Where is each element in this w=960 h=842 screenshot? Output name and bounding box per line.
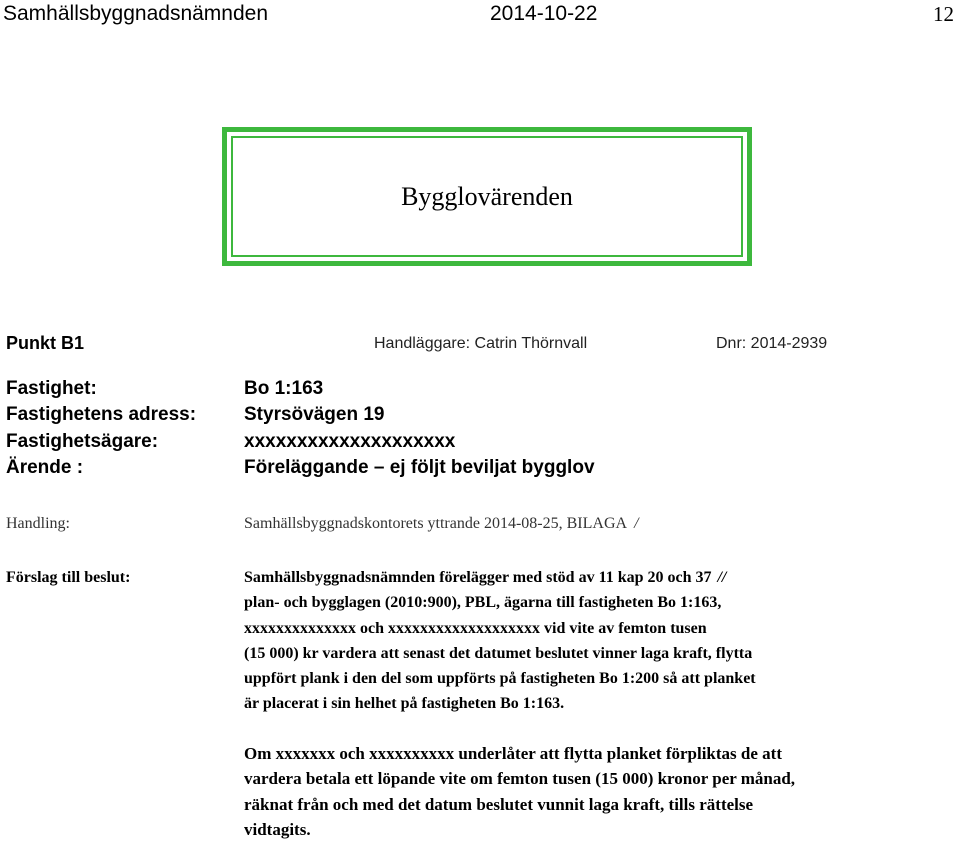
handling-label: Handling:: [6, 515, 70, 532]
decision-paragraph-1: [244, 565, 956, 717]
page-number: 12: [933, 2, 954, 26]
title-frame: [222, 127, 752, 266]
decision-line: xxxxxxxxxxxxxx och xxxxxxxxxxxxxxxxxxx vid vite av femton tusen: [244, 619, 707, 637]
case-officer: Handläggare: Catrin Thörnvall: [374, 335, 588, 352]
property-value: Bo 1:163: [244, 378, 324, 399]
decision-line: uppfört plank i den del som uppförts på fastigheten Bo 1:200 så att planket: [244, 670, 756, 688]
decision-line: vidtagits.: [244, 819, 311, 839]
handling-value: [244, 513, 639, 535]
header-date: 2014-10-22: [490, 2, 598, 25]
owner-label: Fastighetsägare:: [6, 431, 159, 452]
header-committee: Samhällsbyggnadsnämnden: [3, 2, 269, 25]
handling-paragraph-sign-icon: /: [634, 515, 639, 532]
item-number: Punkt B1: [6, 333, 85, 353]
decision-label: Förslag till beslut:: [6, 569, 131, 586]
address-label: Fastighetens adress:: [6, 404, 197, 425]
property-label: Fastighet:: [6, 378, 97, 399]
section-sign-icon: //: [717, 569, 727, 586]
decision-line: vardera betala ett löpande vite om femton tusen (15 000) kronor per månad,: [244, 769, 796, 789]
decision-line: Om xxxxxxx och xxxxxxxxxx underlåter att flytta planket förpliktas de att: [244, 744, 782, 763]
decision-line: (15 000) kr vardera att senast det datumet beslutet vinner laga kraft, flytta: [244, 644, 753, 662]
case-value: Föreläggande – ej följt beviljat bygglov: [244, 457, 595, 478]
registration-number: Dnr: 2014-2939: [716, 335, 828, 352]
decision-line: är placerat i sin helhet på fastigheten Bo 1:163.: [244, 695, 565, 713]
decision-paragraph-2: [244, 741, 956, 842]
owner-value: xxxxxxxxxxxxxxxxxxxx: [244, 431, 456, 452]
decision-line: räknat från och med det datum beslutet vunnit laga kraft, tills rättelse: [244, 794, 754, 814]
decision-line: Samhällsbyggnadsnämnden förelägger med stöd av 11 kap 20 och 37 //: [244, 569, 727, 586]
section-title: Bygglovärenden: [231, 136, 743, 257]
handling-text: Samhällsbyggnadskontorets yttrande 2014-08-25, BILAGA: [244, 515, 627, 532]
address-value: Styrsövägen 19: [244, 404, 385, 425]
case-label: Ärende :: [6, 457, 84, 478]
decision-line: plan- och bygglagen (2010:900), PBL, ägarna till fastigheten Bo 1:163,: [244, 594, 722, 612]
